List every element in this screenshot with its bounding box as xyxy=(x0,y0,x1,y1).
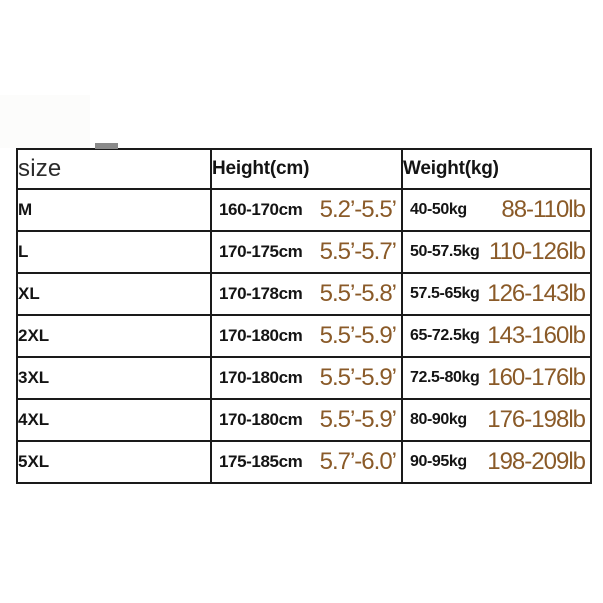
height-cell xyxy=(211,357,402,399)
weight-cell xyxy=(402,189,591,231)
weight-lb-value: 160-176lb xyxy=(487,364,585,391)
height-ft-value: 5.5’-5.9’ xyxy=(319,322,396,349)
weight-pair xyxy=(403,364,590,392)
weight-cell xyxy=(402,357,591,399)
height-cm-value: 175-185cm xyxy=(219,452,303,471)
header-cell-size: size xyxy=(17,149,211,189)
weight-cell xyxy=(402,231,591,273)
weight-cell xyxy=(402,399,591,441)
height-cm-value: 170-178cm xyxy=(219,284,303,303)
weight-lb-value: 110-126lb xyxy=(489,238,585,265)
weight-lb-value: 176-198lb xyxy=(487,406,585,433)
height-cell xyxy=(211,231,402,273)
weight-kg-value: 40-50kg xyxy=(410,201,467,218)
table-row xyxy=(17,441,591,483)
weight-lb-value: 88-110lb xyxy=(501,196,585,223)
weight-kg-value: 50-57.5kg xyxy=(410,243,480,260)
weight-pair xyxy=(403,448,590,476)
weight-lb-value: 126-143lb xyxy=(487,280,585,307)
weight-lb-value: 198-209lb xyxy=(487,448,585,475)
weight-kg-value: 57.5-65kg xyxy=(410,285,480,302)
size-cell: 5XL xyxy=(17,441,211,483)
table-row xyxy=(17,357,591,399)
height-cell xyxy=(211,189,402,231)
weight-pair xyxy=(403,322,590,350)
table-row xyxy=(17,315,591,357)
height-pair xyxy=(212,322,401,350)
weight-pair xyxy=(403,280,590,308)
height-cm-value: 170-180cm xyxy=(219,326,303,345)
weight-pair xyxy=(403,196,590,224)
table-row xyxy=(17,399,591,441)
height-cm-value: 170-180cm xyxy=(219,410,303,429)
weight-kg-value: 72.5-80kg xyxy=(410,369,480,386)
height-cm-value: 160-170cm xyxy=(219,200,303,219)
height-ft-value: 5.7’-6.0’ xyxy=(319,448,396,475)
table-row xyxy=(17,231,591,273)
faint-overlay-box xyxy=(0,95,90,148)
weight-pair xyxy=(403,238,590,266)
height-pair xyxy=(212,280,401,308)
corner-grey-bar xyxy=(95,143,118,149)
height-pair xyxy=(212,448,401,476)
height-cell xyxy=(211,441,402,483)
height-ft-value: 5.5’-5.8’ xyxy=(319,280,396,307)
height-cm-value: 170-180cm xyxy=(219,368,303,387)
table-row xyxy=(17,273,591,315)
header-row xyxy=(17,149,591,189)
weight-pair xyxy=(403,406,590,434)
weight-kg-value: 65-72.5kg xyxy=(410,327,480,344)
size-cell: M xyxy=(17,189,211,231)
height-ft-value: 5.2’-5.5’ xyxy=(319,196,396,223)
size-cell: 3XL xyxy=(17,357,211,399)
weight-kg-value: 90-95kg xyxy=(410,453,467,470)
height-cell xyxy=(211,273,402,315)
weight-lb-value: 143-160lb xyxy=(487,322,585,349)
size-chart-table xyxy=(16,148,592,484)
table-top-border-segment xyxy=(115,148,212,150)
height-pair xyxy=(212,364,401,392)
height-cm-value: 170-175cm xyxy=(219,242,303,261)
table-row xyxy=(17,189,591,231)
height-ft-value: 5.5’-5.7’ xyxy=(319,238,396,265)
height-ft-value: 5.5’-5.9’ xyxy=(319,406,396,433)
weight-cell xyxy=(402,441,591,483)
size-cell: 2XL xyxy=(17,315,211,357)
weight-cell xyxy=(402,273,591,315)
height-cell xyxy=(211,399,402,441)
header-cell-height: Height(cm) xyxy=(211,149,402,189)
size-cell: XL xyxy=(17,273,211,315)
size-cell: 4XL xyxy=(17,399,211,441)
height-pair xyxy=(212,238,401,266)
height-pair xyxy=(212,406,401,434)
height-ft-value: 5.5’-5.9’ xyxy=(319,364,396,391)
header-cell-weight: Weight(kg) xyxy=(402,149,591,189)
height-pair xyxy=(212,196,401,224)
weight-kg-value: 80-90kg xyxy=(410,411,467,428)
size-chart-body xyxy=(17,189,591,483)
height-cell xyxy=(211,315,402,357)
weight-cell xyxy=(402,315,591,357)
size-cell: L xyxy=(17,231,211,273)
